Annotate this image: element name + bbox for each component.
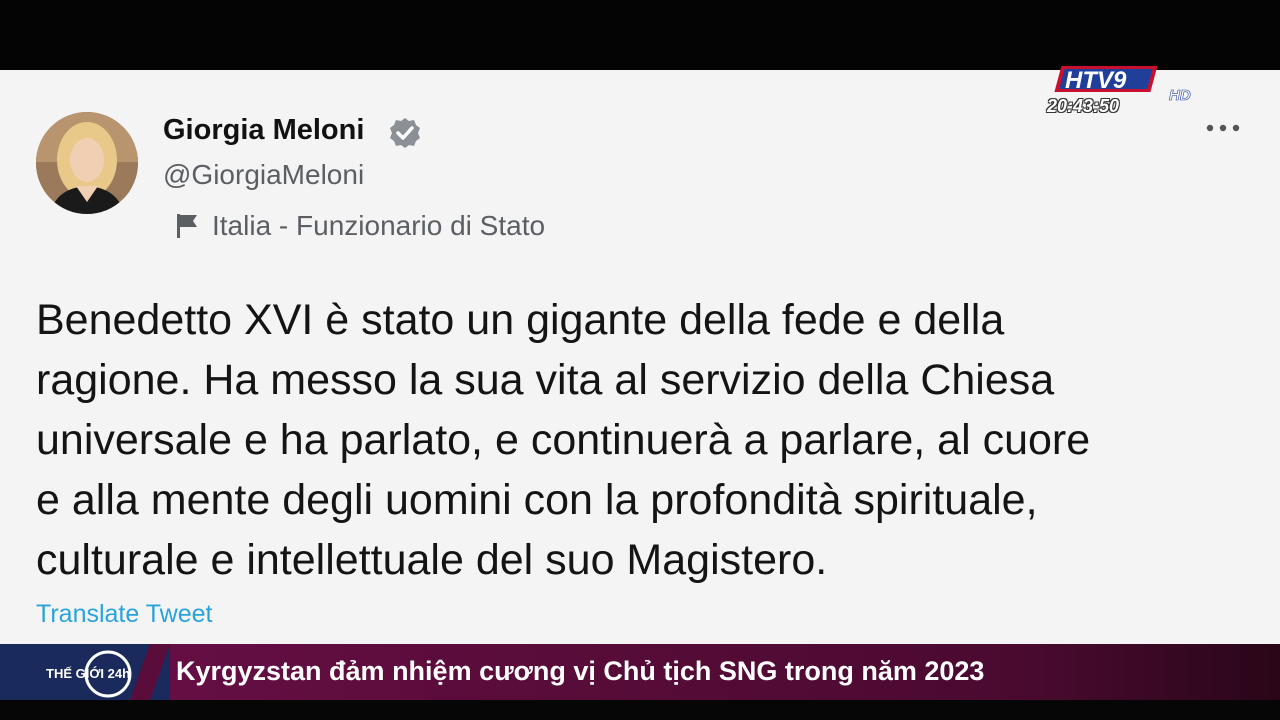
tweet-body-line: culturale e intellettuale del suo Magistero. (36, 536, 828, 584)
author-name[interactable]: Giorgia Meloni (163, 114, 365, 146)
bottom-letterbox (0, 700, 1280, 720)
tweet-body-line: ragione. Ha messo la sua vita al servizio della Chiesa (36, 356, 1055, 404)
broadcast-clock: 20:43:50 (1047, 96, 1120, 116)
tweet-body (36, 290, 1251, 590)
tweet-body-line: universale e ha parlato, e continuerà a parlare, al cuore (36, 416, 1091, 464)
ticker-headline: Kyrgyzstan đảm nhiệm cương vị Chủ tịch SNG trong năm 2023 (176, 656, 985, 686)
account-label (175, 210, 545, 242)
flag-icon (175, 212, 199, 240)
avatar-photo (36, 112, 138, 214)
channel-hd-text: HD (1169, 87, 1191, 104)
more-options-icon[interactable] (1205, 118, 1241, 138)
program-logo-text: THẾ GIỚI 24h (46, 666, 131, 681)
avatar[interactable] (36, 112, 138, 214)
account-label-text: Italia - Funzionario di Stato (212, 210, 546, 241)
author-handle[interactable]: @GiorgiaMeloni (163, 159, 365, 190)
verified-badge-icon (388, 116, 422, 150)
channel-logo-text: HTV9 (1065, 67, 1127, 94)
tweet-body-line: e alla mente degli uomini con la profondità spirituale, (36, 476, 1038, 524)
program-logo-graphic (0, 644, 170, 700)
translate-tweet-link[interactable]: Translate Tweet (36, 600, 213, 628)
tweet-body-line: Benedetto XVI è stato un gigante della fede e della (36, 296, 1005, 344)
program-logo (0, 644, 170, 700)
news-ticker (0, 644, 1280, 700)
